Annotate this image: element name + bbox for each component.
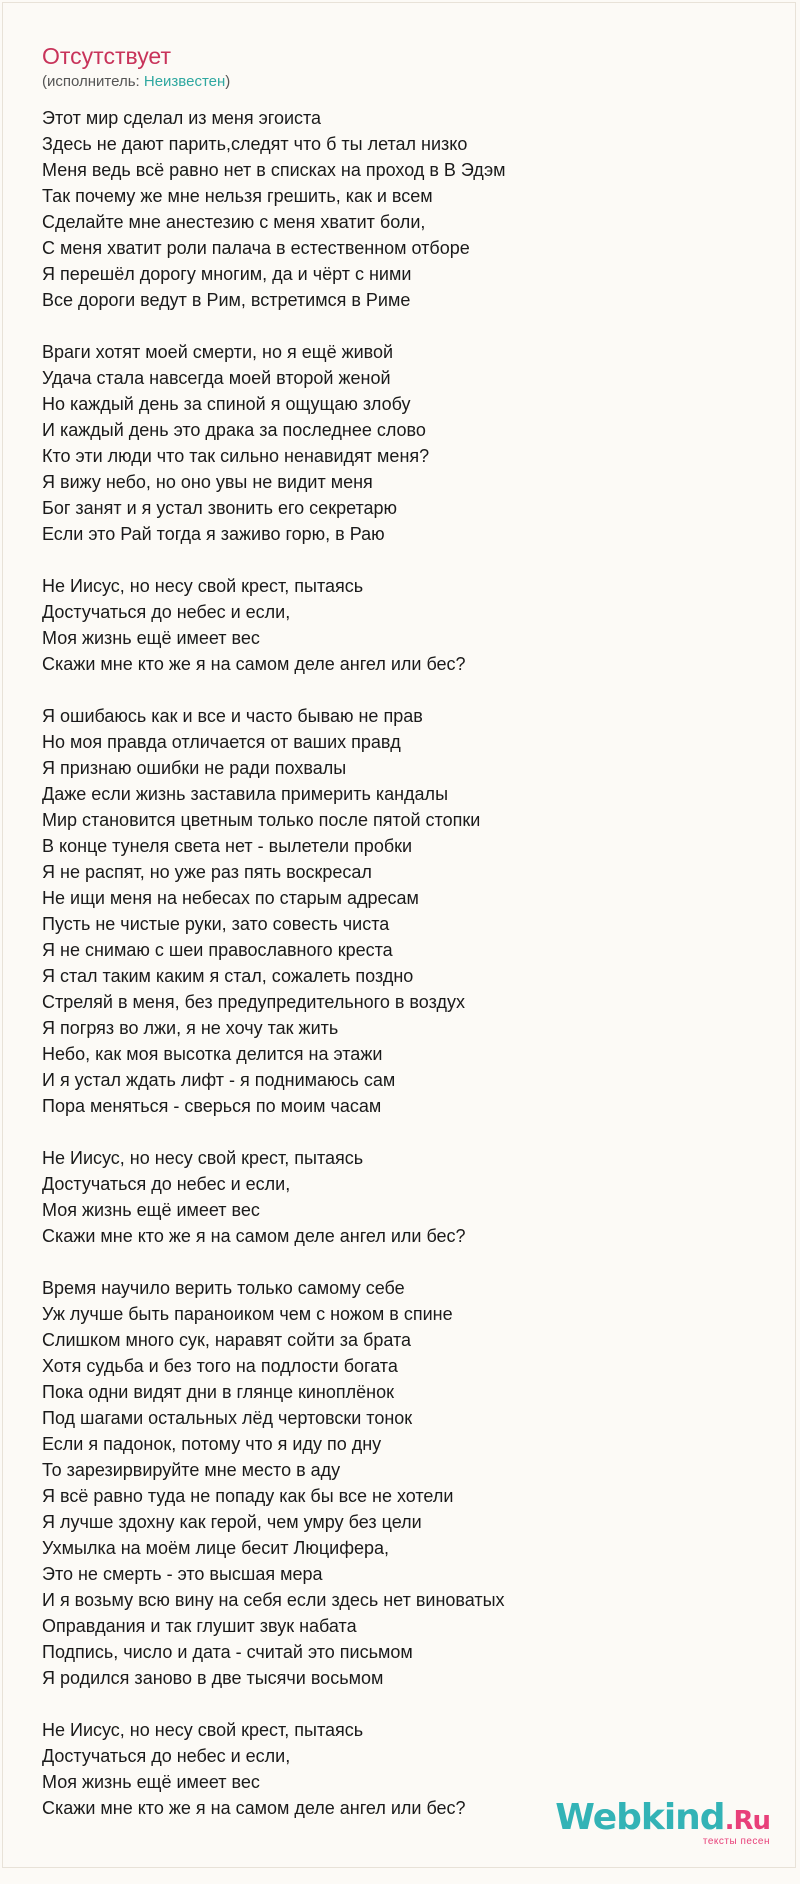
lyrics-body	[42, 105, 782, 1821]
lyric-line: Под шагами остальных лёд чертовски тонок	[42, 1408, 413, 1428]
lyric-line: Я не снимаю с шеи православного креста	[42, 940, 393, 960]
logo-tld: .Ru	[724, 1806, 770, 1836]
lyric-line: С меня хватит роли палача в естественном отборе	[42, 238, 470, 258]
lyric-line: Даже если жизнь заставила примерить кандалы	[42, 784, 449, 804]
lyric-line: Здесь не дают парить,следят что б ты летал низко	[42, 134, 468, 154]
stanza-gap	[42, 1119, 782, 1145]
logo-brand: Webkind	[555, 1797, 725, 1838]
lyric-line: Достучаться до небес и если,	[42, 1174, 291, 1194]
stanza-gap	[42, 1249, 782, 1275]
lyric-line: Слишком много сук, наравят сойти за брата	[42, 1330, 411, 1350]
stanza-gap	[42, 677, 782, 703]
stanza-gap	[42, 313, 782, 339]
lyric-line: И каждый день это драка за последнее слово	[42, 420, 426, 440]
lyric-line: Так почему же мне нельзя грешить, как и всем	[42, 186, 433, 206]
lyric-line: Время научило верить только самому себе	[42, 1278, 405, 1298]
lyric-line: Я всё равно туда не попаду как бы все не хотели	[42, 1486, 454, 1506]
lyric-line: Кто эти люди что так сильно ненавидят меня?	[42, 446, 430, 466]
lyric-line: Если я падонок, потому что я иду по дну	[42, 1434, 382, 1454]
lyric-line: Уж лучше быть параноиком чем с ножом в спине	[42, 1304, 453, 1324]
lyric-line: Пора меняться - сверься по моим часам	[42, 1096, 382, 1116]
lyric-line: Не Иисус, но несу свой крест, пытаясь	[42, 1720, 364, 1740]
lyric-line: Не Иисус, но несу свой крест, пытаясь	[42, 1148, 364, 1168]
lyric-line: Достучаться до небес и если,	[42, 1746, 291, 1766]
lyric-line: Но моя правда отличается от ваших правд	[42, 732, 401, 752]
stanza-gap	[42, 1691, 782, 1717]
lyric-line: Скажи мне кто же я на самом деле ангел или бес?	[42, 654, 466, 674]
lyric-line: Я лучше здохну как герой, чем умру без цели	[42, 1512, 422, 1532]
artist-prefix: (исполнитель:	[42, 73, 144, 90]
lyric-line: Скажи мне кто же я на самом деле ангел или бес?	[42, 1798, 466, 1818]
logo-tagline: тексты песен	[702, 1836, 770, 1847]
lyric-line: И я возьму всю вину на себя если здесь нет виноватых	[42, 1590, 505, 1610]
lyric-line: Небо, как моя высотка делится на этажи	[42, 1044, 383, 1064]
lyric-line: Моя жизнь ещё имеет вес	[42, 628, 260, 648]
lyric-line: Этот мир сделал из меня эгоиста	[42, 108, 322, 128]
lyric-line: Удача стала навсегда моей второй женой	[42, 368, 391, 388]
lyric-line: Я не распят, но уже раз пять воскресал	[42, 862, 372, 882]
lyric-line: Оправдания и так глушит звук набата	[42, 1616, 357, 1636]
artist-line	[42, 72, 230, 92]
artist-suffix: )	[225, 73, 231, 90]
lyric-line: Сделайте мне анестезию с меня хватит боли,	[42, 212, 426, 232]
lyric-line: Я погряз во лжи, я не хочу так жить	[42, 1018, 339, 1038]
lyric-line: Враги хотят моей смерти, но я ещё живой	[42, 342, 394, 362]
stanza-gap	[42, 547, 782, 573]
lyric-line: Не ищи меня на небесах по старым адресам	[42, 888, 419, 908]
lyric-line: Пусть не чистые руки, зато совесть чиста	[42, 914, 390, 934]
logo-wordmark	[555, 1798, 770, 1841]
lyric-line: Я перешёл дорогу многим, да и чёрт с ними	[42, 264, 412, 284]
artist-link[interactable]: Неизвестен	[143, 73, 226, 90]
lyric-line: Я ошибаюсь как и все и часто бываю не прав	[42, 706, 423, 726]
lyric-line: Бог занят и я устал звонить его секретарю	[42, 498, 398, 518]
lyric-line: И я устал ждать лифт - я поднимаюсь сам	[42, 1070, 396, 1090]
lyric-line: То зарезирвируйте мне место в аду	[42, 1460, 341, 1480]
lyric-line: Не Иисус, но несу свой крест, пытаясь	[42, 576, 364, 596]
lyric-line: Я родился заново в две тысячи восьмом	[42, 1668, 384, 1688]
lyric-line: Моя жизнь ещё имеет вес	[42, 1200, 260, 1220]
lyric-line: Подпись, число и дата - считай это письмом	[42, 1642, 413, 1662]
lyric-line: В конце тунеля света нет - вылетели пробки	[42, 836, 413, 856]
lyric-line: Я вижу небо, но оно увы не видит меня	[42, 472, 373, 492]
lyric-line: Я стал таким каким я стал, сожалеть поздно	[42, 966, 414, 986]
lyric-line: Ухмылка на моём лице бесит Люцифера,	[42, 1538, 390, 1558]
lyric-line: Хотя судьба и без того на подлости богата	[42, 1356, 398, 1376]
lyric-line: Я признаю ошибки не ради похвалы	[42, 758, 347, 778]
lyric-line: Но каждый день за спиной я ощущаю злобу	[42, 394, 411, 414]
lyric-line: Моя жизнь ещё имеет вес	[42, 1772, 260, 1792]
lyric-line: Стреляй в меня, без предупредительного в воздух	[42, 992, 465, 1012]
song-title: Отсутствует	[42, 43, 171, 69]
lyric-line: Пока одни видят дни в глянце киноплёнок	[42, 1382, 394, 1402]
lyric-line: Все дороги ведут в Рим, встретимся в Риме	[42, 290, 411, 310]
lyric-line: Скажи мне кто же я на самом деле ангел или бес?	[42, 1226, 466, 1246]
lyric-line: Меня ведь всё равно нет в списках на проход в В Эдэм	[42, 160, 506, 180]
lyric-line: Если это Рай тогда я заживо горю, в Раю	[42, 524, 385, 544]
lyric-line: Мир становится цветным только после пятой стопки	[42, 810, 481, 830]
lyric-line: Достучаться до небес и если,	[42, 602, 291, 622]
lyric-line: Это не смерть - это высшая мера	[42, 1564, 323, 1584]
